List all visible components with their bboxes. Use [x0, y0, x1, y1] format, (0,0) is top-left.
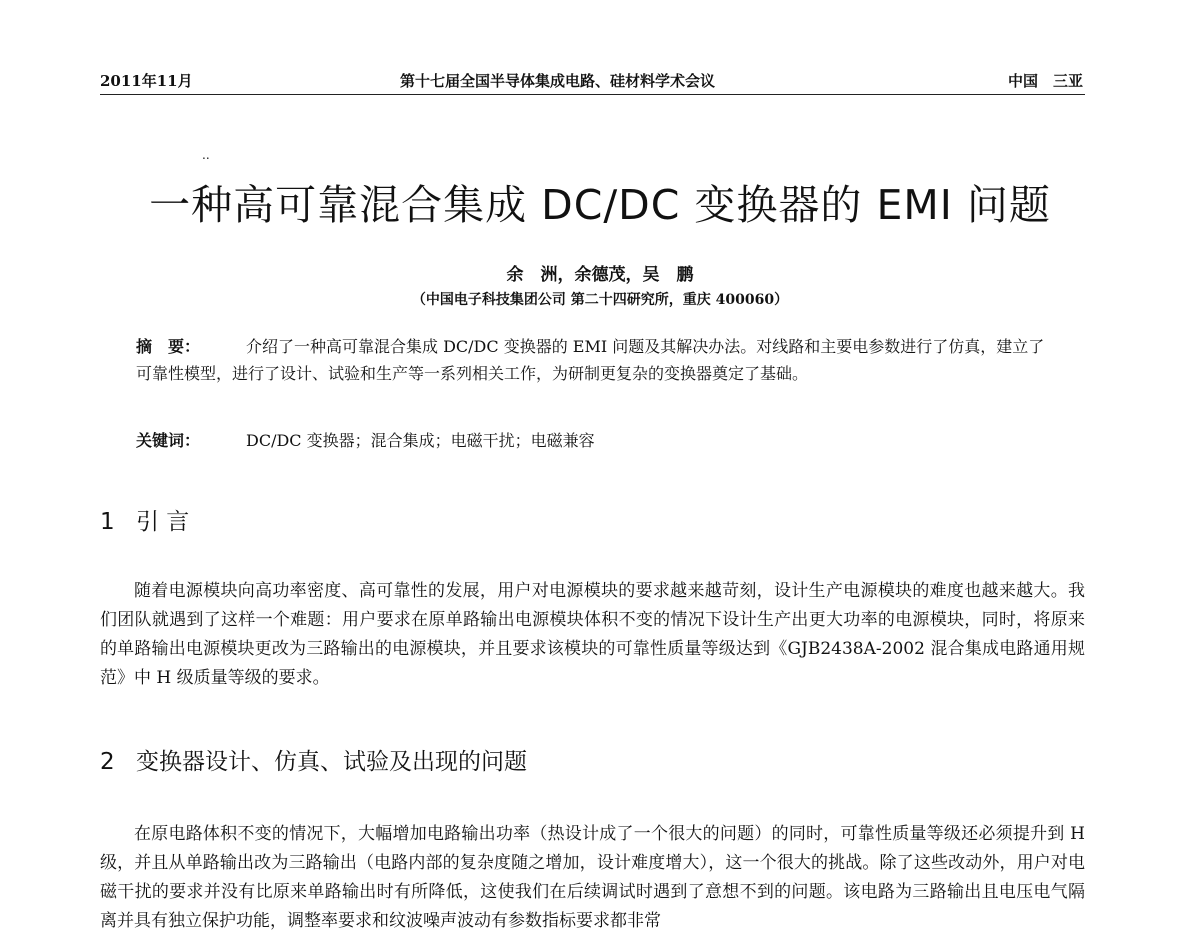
header-conference: 第十七届全国半导体集成电路、硅材料学术会议 [400, 72, 716, 90]
keywords-label: 关键词： [136, 431, 201, 450]
page-mark: .. [202, 148, 210, 162]
running-header [100, 66, 1085, 95]
paragraph: 在原电路体积不变的情况下，大幅增加电路输出功率（热设计成了一个很大的问题）的同时，可靠性质量等级还必须提升到 H 级，并且从单路输出改为三路输出（电路内部的复杂度随之增加，设计难度增大），这一个很大的挑战。除了这些改动外，用户对电磁干扰的要求并没有比原来单路输出时有所降低，这使我们在后续调试时遇到了意想不到的问题。该电路为三路输出且电压电气隔离并具有独立保护功能，调整率要求和纹波噪声波动有参数指标要求都非常 [100, 824, 1085, 931]
keywords [136, 428, 1056, 451]
section-title: 引 言 [136, 509, 190, 535]
section-body-2 [100, 820, 1085, 936]
section-title: 变换器设计、仿真、试验及出现的问题 [136, 749, 527, 775]
section-number: 1 [100, 509, 115, 535]
paper-title: 一种高可靠混合集成 DC/DC 变换器的 EMI 问题 [149, 181, 1051, 229]
abstract-text: 介绍了一种高可靠混合集成 DC/DC 变换器的 EMI 问题及其解决办法。对线路和主要电参数进行了仿真，建立了可靠性模型，进行了设计、试验和生产等一系列相关工作，为研制更复杂的变换器奠定了基础。 [136, 337, 1045, 383]
header-date: 2011年11月 [100, 72, 193, 90]
paragraph: 随着电源模块向高功率密度、高可靠性的发展，用户对电源模块的要求越来越苛刻，设计生产电源模块的难度也越来越大。我们团队就遇到了这样一个难题：用户要求在原单路输出电源模块体积不变的情况下设计生产出更大功率的电源模块，同时，将原来的单路输出电源模块更改为三路输出的电源模块，并且要求该模块的可靠性质量等级达到《GJB2438A-2002 混合集成电路通用规范》中 H 级质量等级的要求。 [100, 581, 1085, 688]
keywords-text: DC/DC 变换器；混合集成；电磁干扰；电磁兼容 [246, 431, 595, 450]
section-heading-1 [100, 503, 189, 536]
abstract-label: 摘 要： [136, 337, 201, 356]
abstract [136, 333, 1056, 387]
section-number: 2 [100, 749, 115, 775]
section-body-1 [100, 577, 1085, 693]
section-heading-2 [100, 743, 527, 776]
authors: 余 洲，余德茂，吴 鹏 [506, 265, 694, 285]
header-location: 中国 三亚 [1007, 72, 1083, 90]
affiliation: （中国电子科技集团公司 第二十四研究所，重庆 400060） [411, 292, 789, 308]
